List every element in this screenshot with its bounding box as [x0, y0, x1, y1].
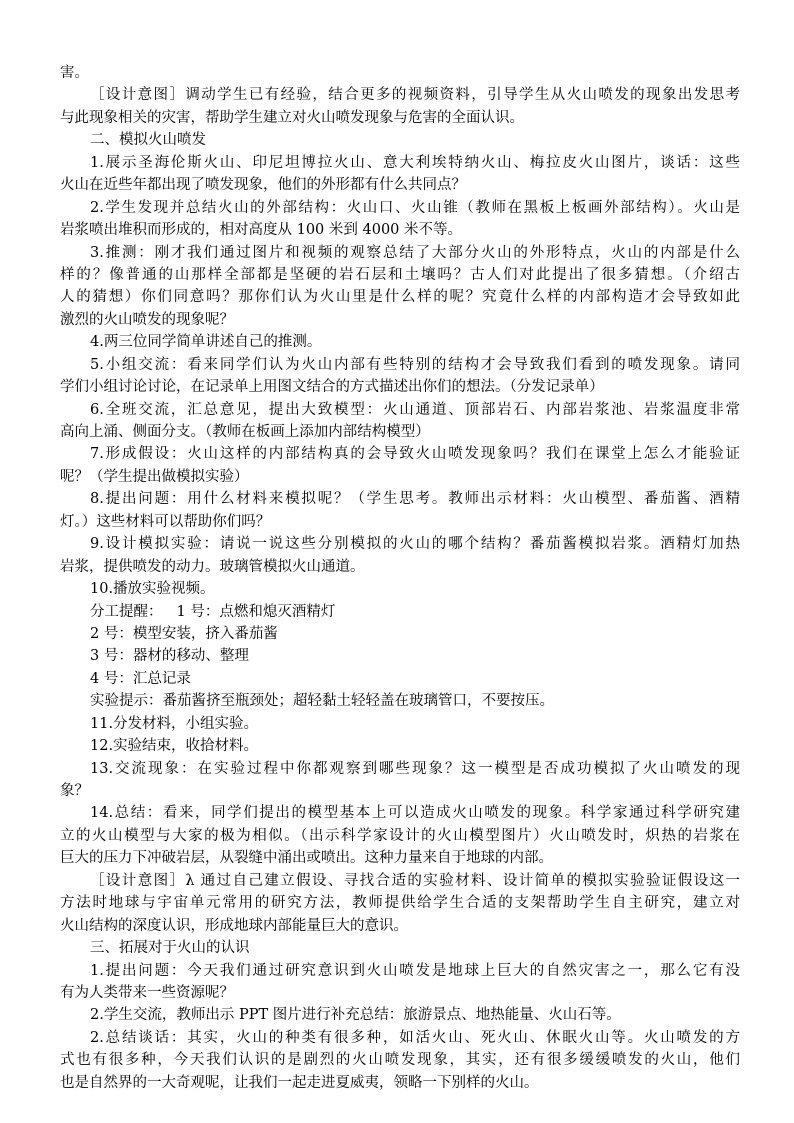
- division-reminder-label: 分工提醒：: [90, 603, 163, 620]
- expand-summary-paragraph: 2.总结谈话：其实，火山的种类有很多种，如活火山、死火山、休眠火山等。火山喷发的方: [90, 1029, 740, 1046]
- step-8-paragraph: 8.提出问题：用什么材料来模拟呢？（学生思考。教师出示材料：火山模型、番茄酱、酒精: [90, 491, 740, 508]
- step-11-paragraph: 11.分发材料，小组实验。: [90, 715, 259, 732]
- step-3-paragraph: 3.推测：刚才我们通过图片和视频的观察总结了大部分火山的外形特点，火山的内部是什么: [90, 244, 740, 261]
- text-line: 立的火山模型与大家的极为相似。（出示科学家设计的火山模型图片）火山喷发时，炽热的岩浆在: [60, 827, 740, 844]
- text-line: 式也有很多种，今天我们认识的是剧烈的火山喷发现象，其实，还有很多缓缓喷发的火山，他们: [60, 1052, 740, 1069]
- expand-step-2-paragraph: 2.学生交流，教师出示 PPT 图片进行补充总结：旅游景点、地热能量、火山石等。: [90, 1007, 621, 1024]
- text-line: 害。: [60, 65, 89, 81]
- role-3: 3 号：器材的移动、整理: [90, 648, 249, 665]
- step-4-paragraph: 4.两三位同学简单讲述自己的推测。: [90, 334, 322, 351]
- experiment-tip: 实验提示：番茄酱挤至瓶颈处；超轻黏土轻轻盖在玻璃管口，不要按压。: [90, 693, 554, 710]
- text-line: 有为人类带来一些资源呢？: [60, 984, 234, 1001]
- text-line: 灯。）这些材料可以帮助你们吗？: [60, 513, 271, 530]
- step-12-paragraph: 12.实验结束，收拾材料。: [90, 738, 259, 755]
- text-line: 方法时地球与宇宙单元常用的研究方法，教师提供给学生合适的支架帮助学生自主研究，建立对: [60, 895, 740, 912]
- text-line: 也是自然界的一大奇观呢，让我们一起走进夏威夷，领略一下别样的火山。: [60, 1074, 539, 1091]
- step-9-paragraph: 9.设计模拟实验：请说一说这些分别模拟的火山的哪个结构？番茄酱模拟岩浆。酒精灯加热: [90, 536, 740, 553]
- division-reminder: [60, 601, 740, 623]
- text-line: 呢？（学生提出做模拟实验）: [60, 468, 249, 485]
- step-5-paragraph: 5.小组交流：看来同学们认为火山内部有些特别的结构才会导致我们看到的喷发现象。请同: [90, 356, 740, 373]
- step-6-paragraph: 6.全班交流，汇总意见，提出大致模型：火山通道、顶部岩石、内部岩浆池、岩浆温度非常: [90, 401, 740, 418]
- section-heading-simulate-eruption: 二、模拟火山喷发: [90, 132, 206, 149]
- step-2-paragraph: 2.学生发现并总结火山的外部结构：火山口、火山锥（教师在黑板上板画外部结构）。火山是: [90, 199, 740, 216]
- text-line: 激烈的火山喷发的现象呢？: [60, 311, 234, 328]
- text-line: 人的猜想）你们同意吗？那你们认为火山里是什么样的呢？究竟什么样的内部构造才会导致如此: [60, 289, 740, 306]
- section-heading-expand-understanding: 三、拓展对于火山的认识: [90, 940, 250, 957]
- step-10-paragraph: 10.播放实验视频。: [90, 581, 215, 598]
- design-intent-paragraph: ［设计意图］调动学生已有经验，结合更多的视频资料，引导学生从火山喷发的现象出发思考: [90, 87, 740, 104]
- design-intent-paragraph-2: ［设计意图］λ 通过自己建立假设、寻找合适的实验材料、设计简单的模拟实验验证假设这一: [90, 872, 740, 889]
- role-2: 2 号：模型安装，挤入番茄酱: [90, 625, 278, 642]
- document-body: [60, 62, 740, 1094]
- text-line: 与此现象相关的灾害，帮助学生建立对火山喷发现象与危害的全面认识。: [60, 109, 524, 126]
- step-14-paragraph: 14.总结：看来，同学们提出的模型基本上可以造成火山喷发的现象。科学家通过科学研究建: [90, 805, 740, 822]
- text-line: 学们小组讨论讨论，在记录单上用图文结合的方式描述出你们的想法。（分发记录单）: [60, 379, 604, 396]
- text-line: 象？: [60, 783, 89, 799]
- step-13-paragraph: 13.交流现象：在实验过程中你都观察到哪些现象？这一模型是否成功模拟了火山喷发的现: [90, 760, 740, 777]
- text-line: 样的？像普通的山那样全部都是坚硬的岩石层和土壤吗？古人们对此提出了很多猜想。（介绍古: [60, 266, 740, 283]
- role-4: 4 号：汇总记录: [90, 670, 191, 687]
- text-line: 火山结构的深度认识，形成地球内部能量巨大的意识。: [60, 917, 408, 934]
- step-1-paragraph: 1.展示圣海伦斯火山、印尼坦博拉火山、意大利埃特纳火山、梅拉皮火山图片，谈话：这些: [90, 154, 740, 171]
- role-1: 1 号：点燃和熄灭酒精灯: [176, 603, 336, 620]
- expand-step-1-paragraph: 1.提出问题：今天我们通过研究意识到火山喷发是地球上巨大的自然灾害之一，那么它有没: [90, 962, 740, 979]
- step-7-paragraph: 7.形成假设：火山这样的内部结构真的会导致火山喷发现象吗？我们在课堂上怎么才能验证: [90, 446, 740, 463]
- text-line: 高向上涌、侧面分支。（教师在板画上添加内部结构模型）: [60, 424, 430, 440]
- text-line: 岩浆喷出堆积而形成的，相对高度从 100 米到 4000 米不等。: [60, 222, 463, 239]
- text-line: 岩浆，提供喷发的动力。玻璃管模拟火山通道。: [60, 558, 365, 575]
- text-line: 巨大的压力下冲破岩层，从裂缝中涌出或喷出。这种力量来自于地球的内部。: [60, 850, 553, 867]
- text-line: 火山在近些年都出现了喷发现象，他们的外形都有什么共同点？: [60, 177, 466, 194]
